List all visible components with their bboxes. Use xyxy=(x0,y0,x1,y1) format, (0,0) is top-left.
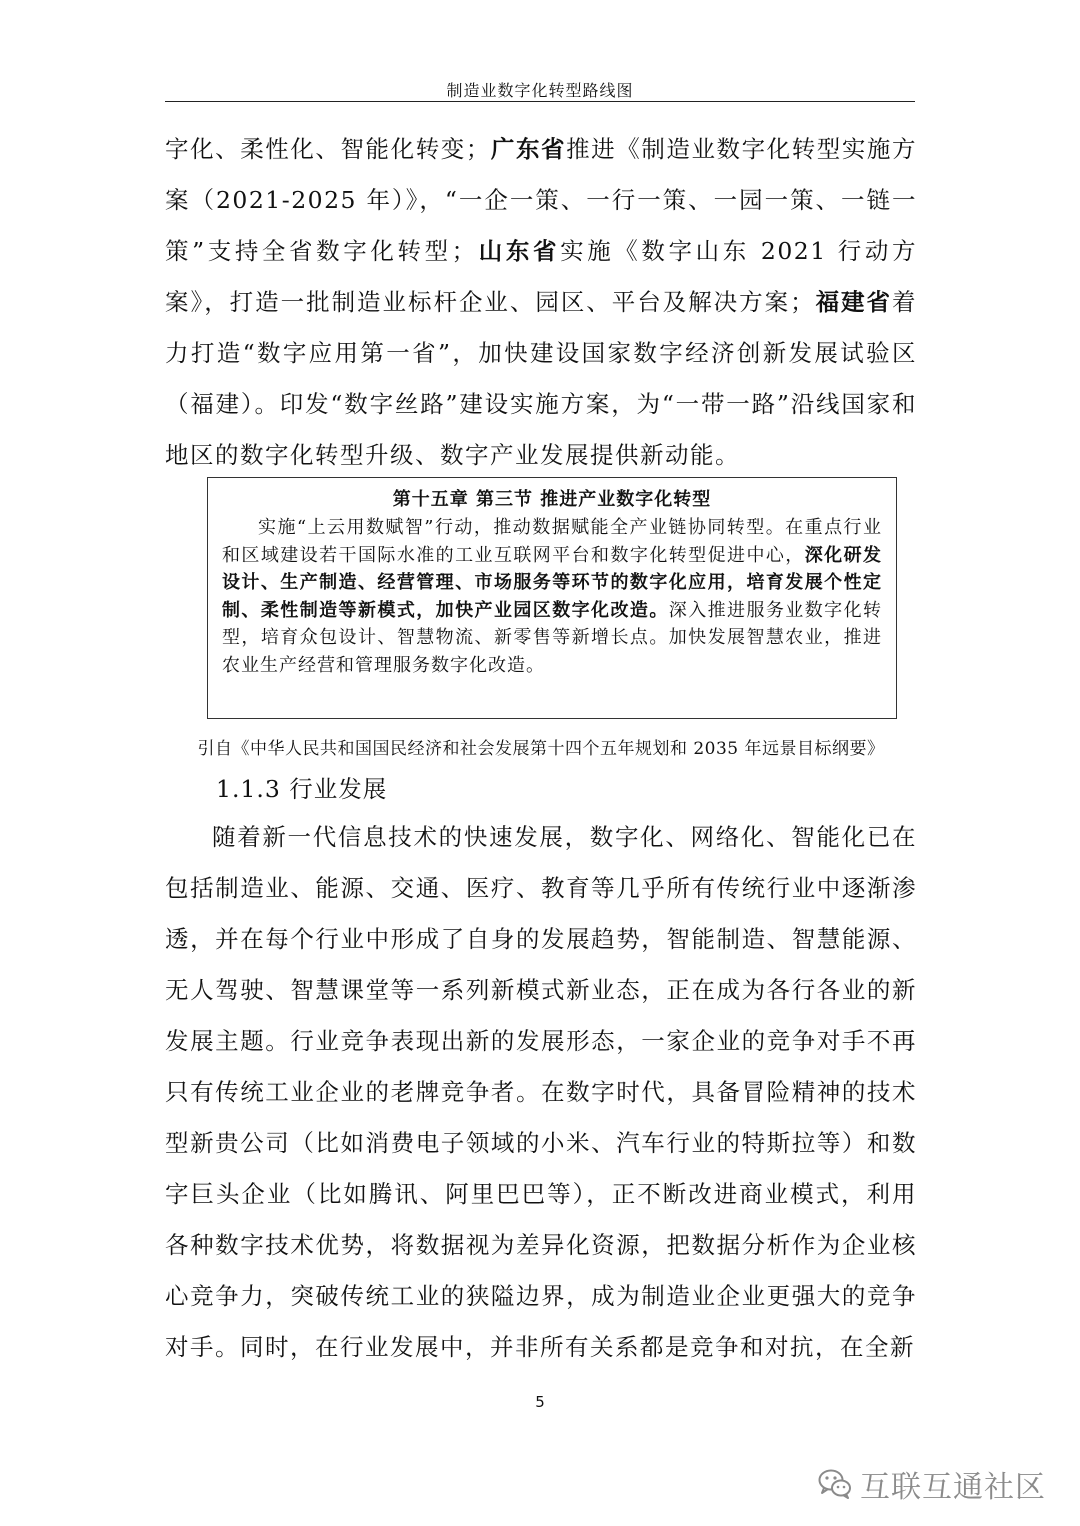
watermark-text: 互联互通社区 xyxy=(860,1470,1046,1505)
quote-box xyxy=(207,477,897,719)
para1-segment-2: 推进《制造业数字化转型实施方案（2021-2025 年）》，“一企一策、一行一策、一园一策、一链一策”支持全省数字化转型； xyxy=(165,135,918,265)
quote-caption: 引自《中华人民共和国国民经济和社会发展第十四个五年规划和 2035 年远景目标纲要》 xyxy=(197,739,885,759)
quote-bold-segment: 深化研发设计、生产制造、经营管理、市场服务等环节的数字化应用，培育发展个性定制、柔性制造等新模式，加快产业园区数字化改造。 xyxy=(222,544,883,621)
para1-segment-4: 着力打造“数字应用第一省”，加快建设国家数字经济创新发展试验区（福建）。印发“数字丝路”建设实施方案，为“一带一路”沿线国家和地区的数字化转型升级、数字产业发展提供新动能。 xyxy=(165,288,918,469)
body-paragraph-industry: 随着新一代信息技术的快速发展，数字化、网络化、智能化已在包括制造业、能源、交通、医疗、教育等几乎所有传统行业中逐渐渗透，并在每个行业中形成了自身的发展趋势，智能制造、智慧能源、无人驾驶、智慧课堂等一系列新模式新业态，正在成为各行各业的新发展主题。行业竞争表现出新的发展形态，一家企业的竞争对手不再只有传统工业企业的老牌竞争者。在数字时代，具备冒险精神的技术型新贵公司（比如消费电子领域的小米、汽车行业的特斯拉等）和数字巨头企业（比如腾讯、阿里巴巴等），正不断改进商业模式，利用各种数字技术优势，将数据视为差异化资源，把数据分析作为企业核心竞争力，突破传统工业的狭隘边界，成为制造业企业更强大的竞争对手。同时，在行业发展中，并非所有关系都是竞争和对抗，在全新 xyxy=(165,823,917,1361)
page-number: 5 xyxy=(535,1393,545,1411)
quote-box-title: 第十五章 第三节 推进产业数字化转型 xyxy=(392,489,712,510)
quote-segment-1: 实施“上云用数赋智”行动，推动数据赋能全产业链协同转型。在重点行业和区域建设若干国际水准的工业互联网平台和数字化转型促进中心， xyxy=(222,517,882,566)
header-divider xyxy=(165,101,915,102)
section-heading: 1.1.3 行业发展 xyxy=(216,775,388,803)
quote-box-body xyxy=(222,514,882,679)
body-paragraph-provinces xyxy=(165,124,917,481)
province-fujian: 福建省 xyxy=(815,288,893,316)
para1-segment-3: 实施《数字山东 2021 行动方案》，打造一批制造业标杆企业、园区、平台及解决方案； xyxy=(165,237,917,316)
province-shandong: 山东省 xyxy=(476,237,561,265)
para1-segment-1: 字化、柔性化、智能化转变； xyxy=(165,135,491,163)
province-guangdong: 广东省 xyxy=(490,135,567,163)
watermark xyxy=(818,1462,1046,1506)
page-header-title: 制造业数字化转型路线图 xyxy=(446,81,634,100)
quote-segment-2: 深入推进服务业数字化转型，培育众包设计、智慧物流、新零售等新增长点。加快发展智慧农业，推进农业生产经营和管理服务数字化改造。 xyxy=(222,599,883,676)
wechat-icon xyxy=(818,1469,852,1499)
